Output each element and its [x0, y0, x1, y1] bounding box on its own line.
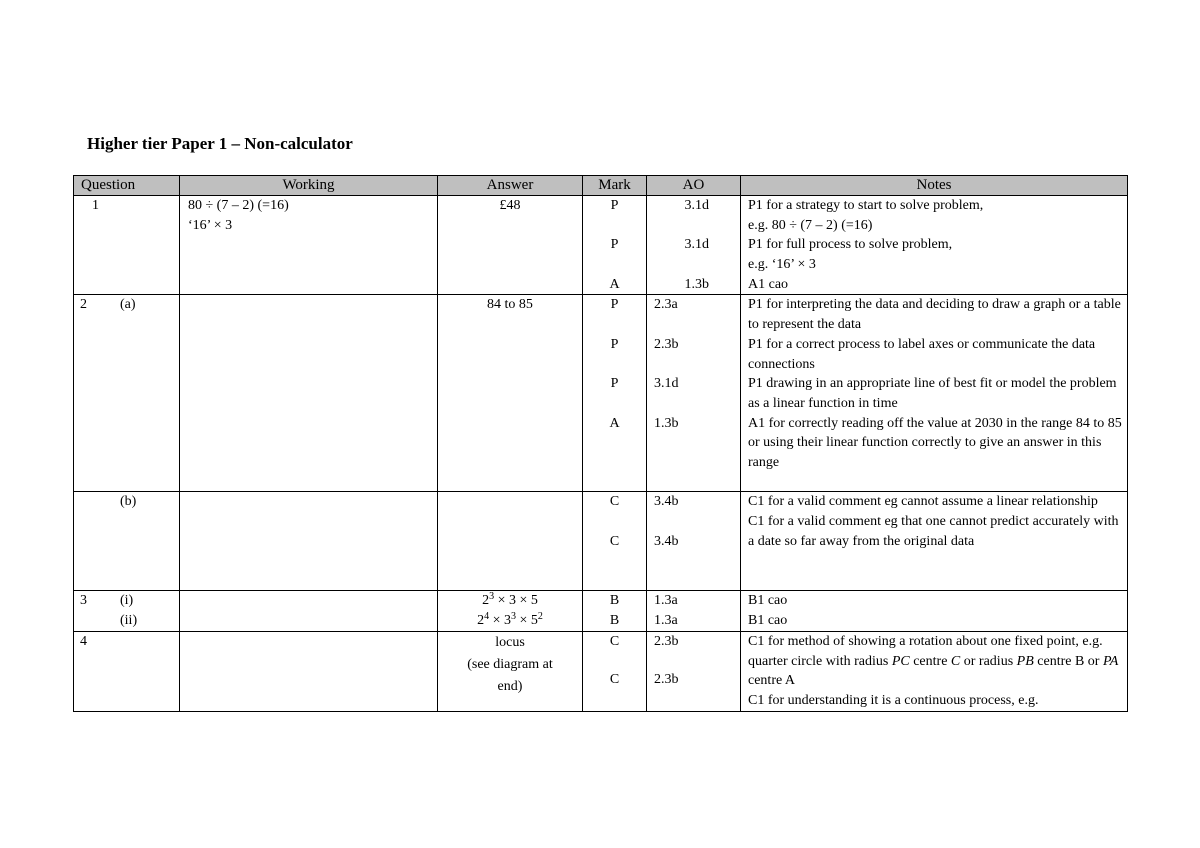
notes-cell [741, 196, 1128, 295]
mark-cell [583, 591, 647, 631]
ao-value: 2.3b [654, 633, 679, 649]
note-line: P1 for a correct process to label axes or communicate the data connections [748, 336, 1096, 372]
ao-cell [647, 631, 741, 711]
mark-cell [583, 492, 647, 591]
table-row-q2b [74, 492, 1128, 591]
question-number: 2 [80, 297, 87, 313]
ao-value: 2.3b [654, 672, 679, 688]
mark-value: A [609, 415, 620, 431]
header-notes: Notes [741, 176, 1128, 196]
note-line: P1 for interpreting the data and deciding to draw a graph or a table to represent the data [748, 297, 1121, 333]
notes-cell [741, 591, 1128, 631]
mark-cell [583, 196, 647, 295]
question-number: 4 [80, 633, 87, 649]
ao-value: 2.3b [654, 336, 679, 352]
note-line: A1 for correctly reading off the value at 2030 in the range 84 to 85 or using their linear function correctly to give an answer in this range [748, 415, 1122, 471]
note-line: C1 for a valid comment eg that one cannot predict accurately with a date so far away from the original data [748, 514, 1119, 549]
ao-cell [647, 591, 741, 631]
mark-value: P [610, 198, 619, 213]
ao-cell [647, 492, 741, 591]
answer-cell [438, 492, 583, 591]
answer-cell [438, 631, 583, 711]
answer-value: £48 [499, 198, 521, 213]
header-mark: Mark [583, 176, 647, 196]
question-number: 3 [80, 593, 87, 609]
ao-value: 3.1d [684, 237, 709, 253]
mark-value: P [610, 237, 619, 253]
page-title: Higher tier Paper 1 – Non-calculator [87, 134, 353, 153]
note-line: P1 drawing in an appropriate line of best fit or model the problem as a linear function in time [748, 376, 1117, 411]
working-line: ‘16’ × 3 [188, 217, 233, 233]
notes-cell [741, 295, 1128, 492]
mark-value: B [609, 593, 620, 609]
question-part: (b) [120, 494, 137, 510]
question-number: 1 [92, 198, 99, 213]
answer-value: 84 to 85 [487, 297, 533, 313]
mark-value: P [610, 376, 619, 392]
question-part: (i) [120, 593, 134, 609]
note-line: P1 for a strategy to start to solve problem, [748, 198, 984, 213]
question-cell [74, 295, 180, 492]
question-cell [74, 591, 180, 631]
mark-value: P [610, 336, 619, 352]
answer-value: (see diagram at [467, 656, 553, 672]
header-row [74, 176, 1128, 196]
table-row-q3 [74, 591, 1128, 631]
working-cell [180, 631, 438, 711]
note-line: B1 cao [748, 593, 788, 609]
ao-cell [647, 196, 741, 295]
question-part: (a) [120, 297, 136, 313]
ao-value: 3.4b [654, 494, 679, 510]
working-line: 80 ÷ (7 – 2) (=16) [188, 198, 289, 213]
table-row-q4 [74, 631, 1128, 711]
working-cell [180, 591, 438, 631]
mark-value: C [609, 533, 620, 549]
note-line: C1 for understanding it is a continuous process, e.g. [748, 692, 1039, 708]
note-line: C1 for a valid comment eg cannot assume a linear relationship [748, 494, 1098, 510]
table-row-q2a [74, 295, 1128, 492]
working-cell [180, 295, 438, 492]
working-cell [180, 492, 438, 591]
mark-cell [583, 295, 647, 492]
answer-cell [438, 196, 583, 295]
answer-value: $2^3 \times 3 \times 5$ [482, 591, 538, 609]
header-ao: AO [647, 176, 741, 196]
mark-value: C [609, 672, 620, 688]
working-cell [180, 196, 438, 295]
mark-value: A [609, 276, 620, 292]
mark-value: C [609, 633, 620, 649]
note-line: B1 cao [748, 613, 788, 629]
table-row-q1 [74, 196, 1128, 295]
header-question: Question [74, 176, 180, 196]
ao-value: 3.1d [684, 198, 709, 213]
ao-cell [647, 295, 741, 492]
answer-value: end) [497, 678, 523, 694]
ao-value: 1.3a [654, 593, 678, 609]
header-answer: Answer [438, 176, 583, 196]
ao-value: 2.3a [654, 297, 678, 313]
ao-value: 3.1d [654, 376, 679, 392]
notes-cell [741, 631, 1128, 711]
note-line: e.g. ‘16’ × 3 [748, 257, 816, 273]
answer-cell [438, 295, 583, 492]
mark-value: C [609, 494, 620, 510]
note-line: C1 for method of showing a rotation about one fixed point, e.g. quarter circle with radius PC centre C or radius PB centre B or PA centre A [748, 633, 1119, 689]
ao-value: 3.4b [654, 533, 679, 549]
answer-cell [438, 591, 583, 631]
mark-cell [583, 631, 647, 711]
note-line: e.g. 80 ÷ (7 – 2) (=16) [748, 217, 873, 233]
ao-value: 1.3b [684, 276, 709, 292]
ao-value: 1.3a [654, 613, 678, 629]
notes-cell [741, 492, 1128, 591]
question-cell [74, 631, 180, 711]
answer-value: locus [495, 634, 525, 650]
question-part: (ii) [120, 613, 138, 629]
note-line: A1 cao [748, 276, 789, 292]
mark-value: B [609, 613, 620, 629]
mark-value: P [610, 297, 619, 313]
question-cell [74, 196, 180, 295]
header-working: Working [180, 176, 438, 196]
ao-value: 1.3b [654, 415, 679, 431]
question-cell [74, 492, 180, 591]
note-line: P1 for full process to solve problem, [748, 237, 953, 253]
answer-value: $2^4 \times 3^3 \times 5^2$ [477, 611, 543, 629]
mark-scheme-table [73, 175, 1128, 712]
